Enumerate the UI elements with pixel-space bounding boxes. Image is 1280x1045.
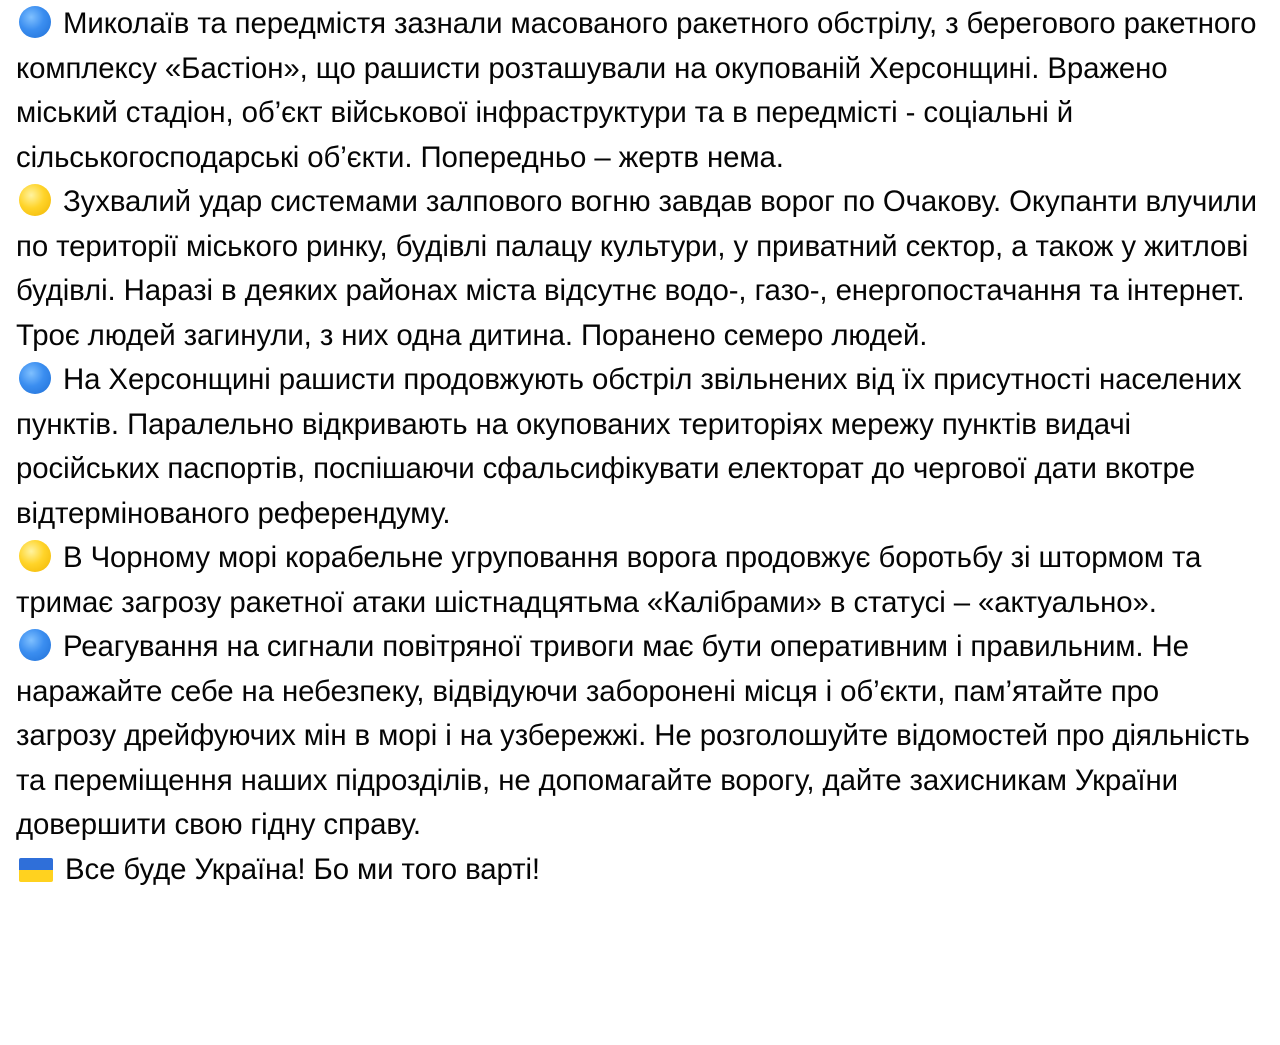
paragraph-text: Зухвалий удар системами залпового вогню завдав ворог по Очакову. Окупанти влучили по території міського ринку, будівлі палацу культури, у приватний сектор, а також у житлові будівлі. Наразі в деяких районах міста відсутнє водо-, газо-, енергопостачання та інтернет. Троє людей загинули, з них одна дитина. Поранено семеро людей. bbox=[16, 185, 1257, 352]
blue-circle-icon bbox=[19, 362, 51, 394]
post-paragraph bbox=[16, 536, 1266, 625]
paragraph-text: Реагування на сигнали повітряної тривоги має бути оперативним і правильним. Не наражайте себе на небезпеку, відвідуючи заборонені місця і об’єкти, пам’ятайте про загрозу дрейфуючих мін в морі і на узбережжі. Не розголошуйте відомостей про діяльність та переміщення наших підрозділів, не допомагайте ворогу, дайте захисникам України довершити свою гідну справу. bbox=[16, 630, 1250, 841]
ukraine-flag-icon bbox=[19, 858, 53, 882]
post-paragraph bbox=[16, 358, 1266, 536]
yellow-circle-icon bbox=[19, 184, 51, 216]
paragraph-text: На Херсонщині рашисти продовжують обстріл звільнених від їх присутності населених пунктів. Паралельно відкривають на окупованих територіях мережу пунктів видачі російських паспортів, поспішаючи сфальсифікувати електорат до чергової дати вкотре відтермінованого референдуму. bbox=[16, 363, 1242, 530]
blue-circle-icon bbox=[19, 629, 51, 661]
paragraph-text: В Чорному морі корабельне угруповання ворога продовжує боротьбу зі штормом та тримає загрозу ракетної атаки шістнадцятьма «Калібрами» в статусі – «актуально». bbox=[16, 541, 1202, 619]
post-paragraph bbox=[16, 180, 1266, 358]
blue-circle-icon bbox=[19, 6, 51, 38]
post-paragraph bbox=[16, 2, 1266, 180]
paragraph-text: Все буде Україна! Бо ми того варті! bbox=[65, 852, 540, 886]
post-paragraph bbox=[16, 625, 1266, 848]
post-body bbox=[16, 2, 1266, 892]
paragraph-text: Миколаїв та передмістя зазнали масованого ракетного обстрілу, з берегового ракетного комплексу «Бастіон», що рашисти розташували на окупованій Херсонщині. Вражено міський стадіон, об’єкт військової інфраструктури та в передмісті - соціальні й сільськогосподарські об’єкти. Попередньо – жертв нема. bbox=[16, 7, 1257, 174]
post-paragraph bbox=[16, 848, 1266, 893]
yellow-circle-icon bbox=[19, 540, 51, 572]
